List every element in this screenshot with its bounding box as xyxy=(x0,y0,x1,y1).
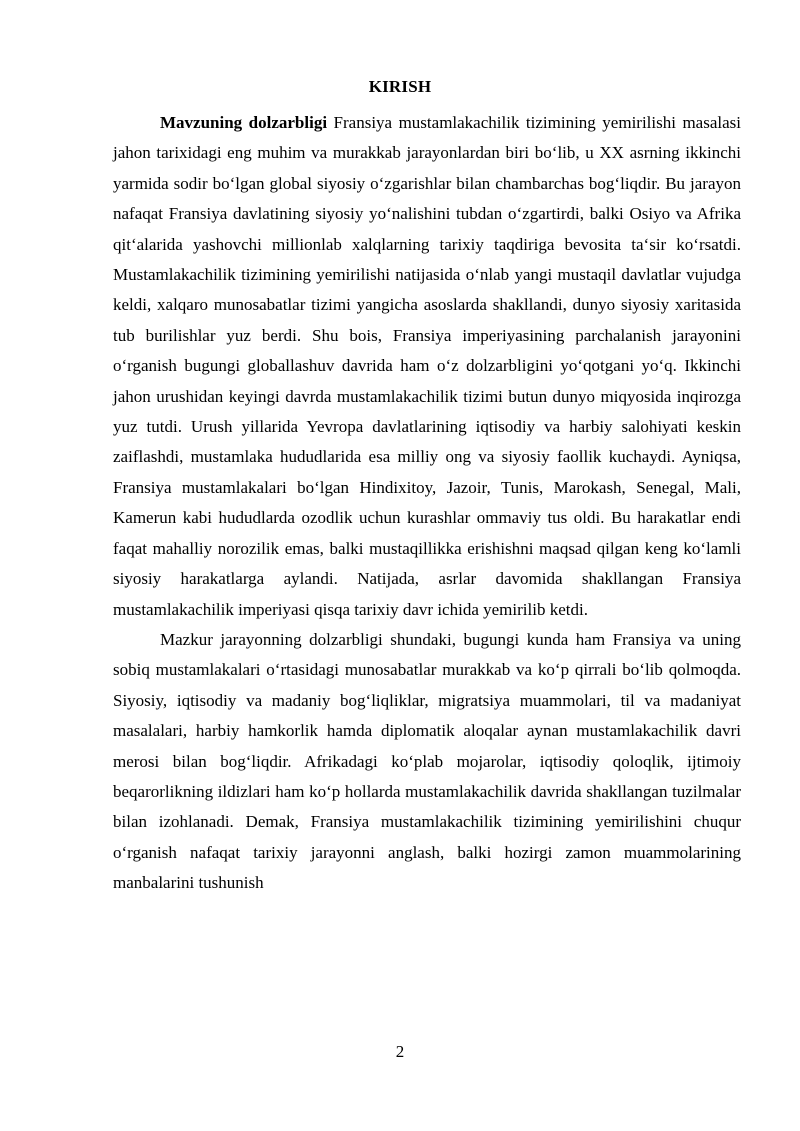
paragraph-text: Mazkur jarayonning dolzarbligi shundaki, bugungi kunda ham Fransiya va uning sobiq mustamlakalari o‘rtasidagi munosabatlar murakkab va ko‘p qirrali bo‘lib qolmoqda. Siyosiy, iqtisodiy va madaniy bog‘liqliklar, migratsiya muammolari, til va madaniyat masalalari, harbiy hamkorlik hamda diplomatik aloqalar aynan mustamlakachilik davri merosi bilan bog‘liqdir. Afrikadagi ko‘plab mojarolar, iqtisodiy qoloqlik, ijtimoiy beqarorlikning ildizlari ham ko‘p hollarda mustamlakachilik davrida shakllangan tuzilmalar bilan izohlanadi. Demak, Fransiya mustamlakachilik tizimining yemirilishini chuqur o‘rganish nafaqat tarixiy jarayonni anglash, balki hozirgi zamon muammolarining manbalarini tushunish xyxy=(113,629,741,893)
paragraph-relevance xyxy=(113,108,741,625)
paragraph-text: Fransiya mustamlakachilik tizimining yemirilishi masalasi jahon tarixidagi eng muhim va murakkab jarayonlardan biri bo‘lib, u XX asrning ikkinchi yarmida sodir bo‘lgan global siyosiy o‘zgarishlar bilan chambarchas bog‘liqdir. Bu jarayon nafaqat Fransiya davlatining siyosiy yo‘nalishini tubdan o‘zgartirdi, balki Osiyo va Afrika qit‘alarida yashovchi millionlab xalqlarning tarixiy taqdiriga bevosita ta‘sir ko‘rsatdi. Mustamlakachilik tizimining yemirilishi natijasida o‘nlab yangi mustaqil davlatlar vujudga keldi, xalqaro munosabatlar tizimi yangicha asoslarda shakllandi, dunyo siyosiy xaritasida tub burilishlar yuz berdi. Shu bois, Fransiya imperiyasining parchalanish jarayonini o‘rganish bugungi globallashuv davrida ham o‘z dolzarbligini yo‘qotgani yo‘q. Ikkinchi jahon urushidan keyingi davrda mustamlakachilik tizimi butun dunyo miqyosida inqirozga yuz tutdi. Urush yillarida Yevropa davlatlarining iqtisodiy va harbiy salohiyati keskin zaiflashdi, mustamlaka hududlarida esa milliy ong va siyosiy faollik kuchaydi. Ayniqsa, Fransiya mustamlakalari bo‘lgan Hindixitoy, Jazoir, Tunis, Marokash, Senegal, Mali, Kamerun kabi hududlarda ozodlik uchun kurashlar ommaviy tus oldi. Bu harakatlar endi faqat mahalliy norozilik emas, balki mustaqillikka erishishni maqsad qilgan keng ko‘lamli siyosiy harakatlarga aylandi. Natijada, asrlar davomida shakllangan Fransiya mustamlakachilik imperiyasi qisqa tarixiy davr ichida yemirilib ketdi. xyxy=(113,113,741,619)
paragraph-lead: Mavzuning dolzarbligi xyxy=(160,113,328,132)
page-title: KIRISH xyxy=(368,77,432,96)
paragraph-significance xyxy=(113,625,741,899)
page-number: 2 xyxy=(395,1042,405,1061)
document-body xyxy=(113,108,741,899)
